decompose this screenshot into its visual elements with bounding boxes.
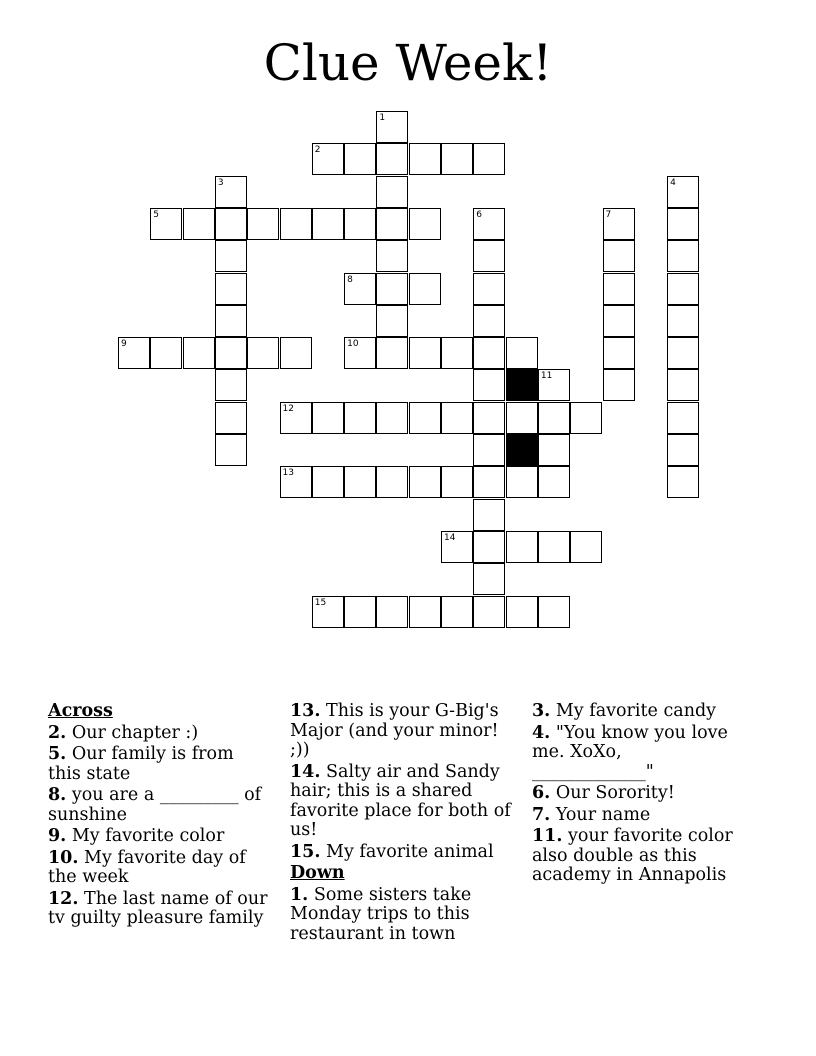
grid-cell[interactable]	[441, 143, 473, 175]
grid-cell[interactable]	[215, 208, 247, 240]
clue-text: The last name of our tv guilty pleasure family	[48, 888, 268, 928]
grid-cell[interactable]	[603, 240, 635, 272]
grid-cell[interactable]	[667, 176, 699, 208]
grid-cell[interactable]	[215, 402, 247, 434]
clue-number: 15.	[290, 841, 321, 862]
grid-cell[interactable]	[376, 176, 408, 208]
grid-cell[interactable]	[409, 466, 441, 498]
grid-cell[interactable]	[215, 305, 247, 337]
grid-cell[interactable]	[312, 402, 344, 434]
grid-cell[interactable]	[667, 402, 699, 434]
grid-cell[interactable]	[280, 208, 312, 240]
black-cell	[506, 434, 538, 466]
grid-cell[interactable]	[376, 305, 408, 337]
grid-cell[interactable]	[441, 466, 473, 498]
grid-cell[interactable]	[473, 305, 505, 337]
grid-cell[interactable]	[473, 434, 505, 466]
grid-cell[interactable]	[538, 434, 570, 466]
clue-number: 14.	[290, 761, 321, 782]
grid-cell[interactable]	[603, 208, 635, 240]
grid-cell[interactable]	[473, 337, 505, 369]
clue-text: Some sisters take Monday trips to this restaurant in town	[290, 884, 472, 944]
across-clue[interactable]	[290, 702, 515, 761]
cell-number: 15	[314, 597, 327, 608]
grid-cell[interactable]	[538, 369, 570, 401]
grid-cell[interactable]	[376, 337, 408, 369]
across-clue[interactable]	[290, 843, 515, 863]
grid-cell[interactable]	[473, 466, 505, 498]
black-cell	[506, 369, 538, 401]
grid-cell[interactable]	[667, 208, 699, 240]
clue-number: 3.	[532, 701, 551, 721]
grid-cell[interactable]	[215, 369, 247, 401]
down-clue[interactable]	[532, 702, 742, 722]
across-clue[interactable]	[48, 890, 270, 929]
grid-cell[interactable]	[247, 337, 279, 369]
grid-cell[interactable]	[603, 273, 635, 305]
grid-cell[interactable]	[376, 273, 408, 305]
grid-cell[interactable]	[570, 402, 602, 434]
grid-cell[interactable]	[506, 466, 538, 498]
cell-number: 14	[444, 532, 456, 543]
grid-cell[interactable]	[344, 466, 376, 498]
grid-cell[interactable]	[280, 466, 312, 498]
cell-number: 12	[282, 403, 294, 414]
clue-number: 6.	[532, 783, 551, 803]
cell-number: 9	[121, 339, 127, 350]
grid-cell[interactable]	[376, 596, 408, 628]
across-clue[interactable]	[290, 763, 515, 841]
cell-number: 7	[605, 209, 612, 220]
across-clue[interactable]	[48, 786, 270, 825]
grid-cell[interactable]	[667, 337, 699, 369]
grid-cell[interactable]	[409, 402, 441, 434]
down-heading: Down	[290, 863, 345, 883]
clues-column-3	[532, 702, 742, 888]
clue-text: Our family is from this state	[48, 744, 234, 784]
grid-cell[interactable]	[312, 596, 344, 628]
grid-cell[interactable]	[312, 143, 344, 175]
clue-number: 12.	[48, 888, 79, 909]
grid-cell[interactable]	[506, 337, 538, 369]
grid-cell[interactable]	[215, 434, 247, 466]
grid-cell[interactable]	[150, 208, 182, 240]
cell-number: 6	[476, 209, 483, 220]
grid-cell[interactable]	[409, 208, 441, 240]
across-heading: Across	[48, 701, 113, 721]
clues-column-2	[290, 702, 515, 946]
grid-cell[interactable]	[376, 208, 408, 240]
grid-cell[interactable]	[603, 337, 635, 369]
down-clue[interactable]	[532, 724, 742, 783]
clue-number: 5.	[48, 744, 67, 764]
cell-number: 3	[217, 177, 224, 188]
grid-cell[interactable]	[215, 273, 247, 305]
grid-cell[interactable]	[506, 596, 538, 628]
grid-cell[interactable]	[376, 402, 408, 434]
grid-cell[interactable]	[312, 208, 344, 240]
grid-cell[interactable]	[344, 273, 376, 305]
grid-cell[interactable]	[409, 337, 441, 369]
clue-number: 10.	[48, 847, 79, 868]
grid-cell[interactable]	[280, 337, 312, 369]
grid-cell[interactable]	[409, 143, 441, 175]
grid-cell[interactable]	[473, 273, 505, 305]
clue-text: you are a _________ of sunshine	[48, 785, 262, 825]
grid-cell[interactable]	[441, 402, 473, 434]
across-clue[interactable]	[48, 849, 270, 888]
grid-cell[interactable]	[506, 531, 538, 563]
clue-text: Our chapter :)	[71, 722, 199, 743]
grid-cell[interactable]	[667, 305, 699, 337]
grid-cell[interactable]	[118, 337, 150, 369]
grid-cell[interactable]	[344, 596, 376, 628]
grid-cell[interactable]	[441, 596, 473, 628]
grid-cell[interactable]	[376, 466, 408, 498]
grid-cell[interactable]	[473, 499, 505, 531]
cell-number: 10	[347, 339, 359, 350]
across-clue[interactable]	[48, 827, 270, 847]
clue-number: 13.	[290, 701, 321, 721]
down-clue[interactable]	[532, 827, 742, 886]
grid-cell[interactable]	[473, 369, 505, 401]
across-clue[interactable]	[48, 745, 270, 784]
grid-cell[interactable]	[441, 531, 473, 563]
clue-text: My favorite animal	[326, 841, 494, 862]
cell-number: 5	[153, 209, 160, 220]
cell-number: 8	[347, 274, 353, 285]
grid-cell[interactable]	[183, 337, 215, 369]
grid-cell[interactable]	[215, 176, 247, 208]
clue-text: "You know you love me. XoXo, _____________"	[532, 722, 728, 782]
down-clue[interactable]	[532, 784, 742, 804]
clue-number: 11.	[532, 826, 563, 846]
clue-text: Our Sorority!	[555, 783, 675, 803]
cell-number: 1	[379, 113, 386, 123]
clue-number: 4.	[532, 722, 551, 743]
grid-cell[interactable]	[667, 240, 699, 272]
grid-cell[interactable]	[538, 596, 570, 628]
clue-text: your favorite color also double as this academy in Annapolis	[532, 826, 733, 885]
cell-number: 11	[540, 371, 553, 382]
grid-cell[interactable]	[183, 208, 215, 240]
grid-cell[interactable]	[473, 563, 505, 595]
grid-cell[interactable]	[570, 531, 602, 563]
grid-cell[interactable]	[667, 273, 699, 305]
grid-cell[interactable]	[376, 111, 408, 143]
down-clue[interactable]	[532, 806, 742, 826]
clue-number: 7.	[532, 804, 551, 825]
cell-number: 4	[670, 177, 676, 188]
grid-cell[interactable]	[506, 402, 538, 434]
grid-cell[interactable]	[538, 531, 570, 563]
grid-cell[interactable]	[473, 596, 505, 628]
down-clue[interactable]	[290, 886, 515, 945]
across-clue[interactable]	[48, 724, 270, 744]
grid-cell[interactable]	[473, 208, 505, 240]
grid-cell[interactable]	[441, 337, 473, 369]
grid-cell[interactable]	[538, 402, 570, 434]
grid-cell[interactable]	[344, 143, 376, 175]
grid-cell[interactable]	[150, 337, 182, 369]
grid-cell[interactable]	[603, 369, 635, 401]
grid-cell[interactable]	[376, 240, 408, 272]
grid-cell[interactable]	[409, 596, 441, 628]
grid-cell[interactable]	[376, 143, 408, 175]
grid-cell[interactable]	[667, 434, 699, 466]
clue-number: 8.	[48, 785, 67, 805]
grid-cell[interactable]	[344, 402, 376, 434]
clue-text: Salty air and Sandy hair; this is a shared favorite place for both of us!	[290, 761, 511, 840]
grid-cell[interactable]	[667, 466, 699, 498]
grid-cell[interactable]	[344, 337, 376, 369]
clue-text: This is your G-Big's Major (and your minor! ;))	[290, 701, 499, 760]
clue-text: My favorite candy	[555, 701, 717, 721]
grid-cell[interactable]	[215, 240, 247, 272]
grid-cell[interactable]	[344, 208, 376, 240]
grid-cell[interactable]	[409, 273, 441, 305]
clues-column-1	[48, 702, 270, 931]
grid-cell[interactable]	[473, 402, 505, 434]
clue-number: 2.	[48, 722, 67, 743]
page-title: Clue Week!	[263, 34, 553, 92]
grid-cell[interactable]	[312, 466, 344, 498]
clue-text: My favorite day of the week	[48, 847, 246, 887]
cell-number: 2	[314, 145, 321, 156]
grid-cell[interactable]	[473, 531, 505, 563]
grid-cell[interactable]	[473, 143, 505, 175]
cell-number: 13	[282, 468, 294, 479]
clue-text: Your name	[555, 804, 651, 825]
grid-cell[interactable]	[215, 337, 247, 369]
grid-cell[interactable]	[667, 369, 699, 401]
grid-cell[interactable]	[603, 305, 635, 337]
grid-cell[interactable]	[538, 466, 570, 498]
clue-text: My favorite color	[71, 826, 225, 846]
grid-cell[interactable]	[280, 402, 312, 434]
grid-cell[interactable]	[247, 208, 279, 240]
grid-cell[interactable]	[473, 240, 505, 272]
clue-number: 1.	[290, 884, 309, 905]
clue-number: 9.	[48, 826, 67, 846]
